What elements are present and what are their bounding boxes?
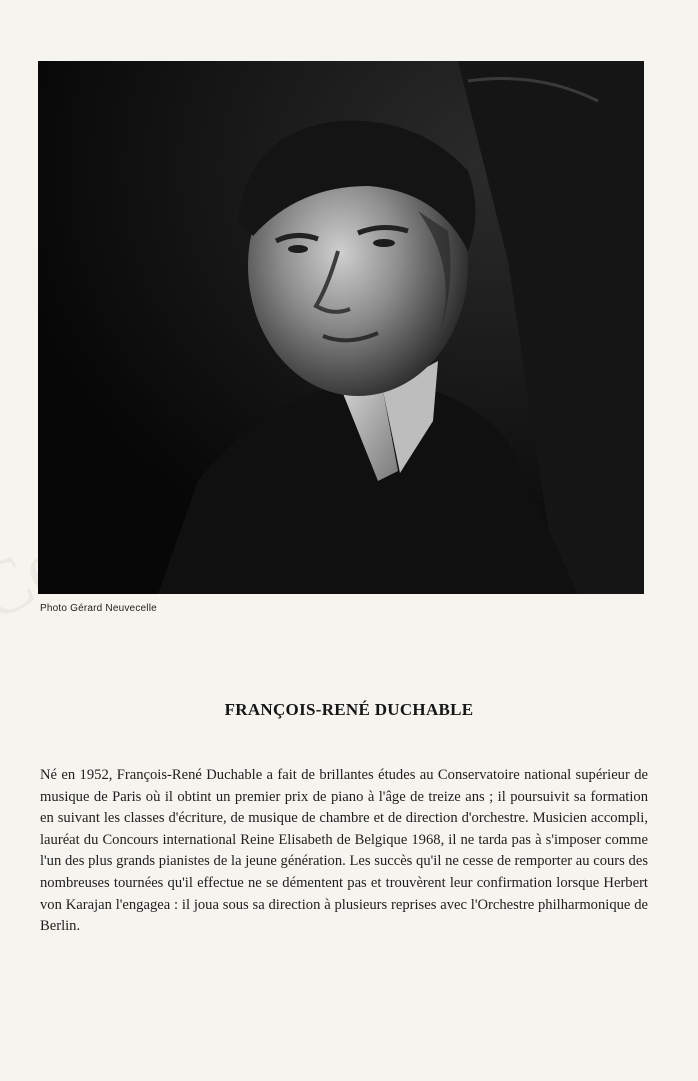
photo-credit: Photo Gérard Neuvecelle <box>40 603 157 614</box>
page-title: FRANÇOIS-RENÉ DUCHABLE <box>224 700 474 719</box>
portrait-image <box>38 61 644 594</box>
portrait-photo <box>38 61 644 594</box>
biography-paragraph: Né en 1952, François-René Duchable a fait de brillantes études au Conservatoire national supérieur de musique de Paris où il obtint un premier prix de piano à l'âge de treize ans ; il poursuivit sa formation en suivant les classes d'écriture, de musique de chambre et de direction d'orchestre. Musicien accompli, lauréat du Concours international Reine Elisabeth de Belgique 1968, il ne tarda pas à s'imposer comme l'un des plus grands pianistes de la jeune génération. Les succès qu'il ne cesse de remporter au cours des nombreuses tournées qu'il effectue ne se démentent pas et trouvèrent leur confirmation lorsque Herbert von Karajan l'engagea : il joua sous sa direction à plusieurs reprises avec l'Orchestre philharmonique de Berlin. <box>40 767 648 935</box>
